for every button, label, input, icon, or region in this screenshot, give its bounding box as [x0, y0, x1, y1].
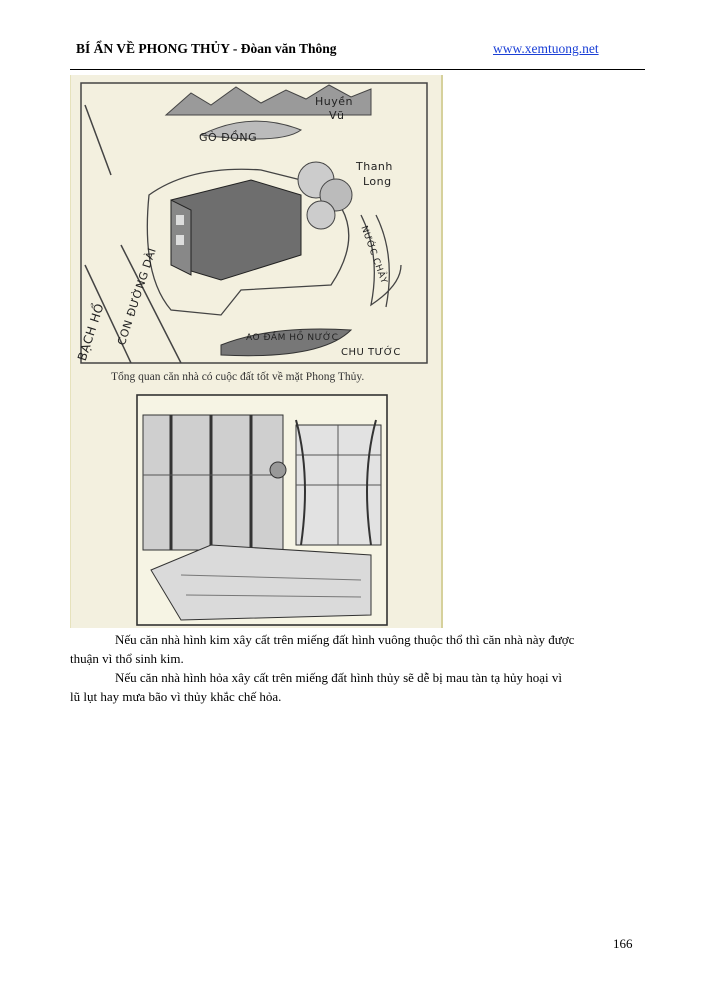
label-chu-tuoc: CHU TƯỚC	[341, 347, 401, 358]
header-rule	[70, 69, 645, 70]
header-title: BÍ ẨN VỀ PHONG THỦY - Đòan văn Thông	[76, 41, 337, 56]
page-number: 166	[613, 936, 633, 951]
label-long: Long	[363, 175, 392, 188]
label-bach-ho: BẠCH HỔ	[74, 301, 107, 363]
label-thanh: Thanh	[356, 160, 393, 173]
label-huyen: Huyền	[315, 95, 353, 108]
paragraph-2-line-2: lũ lụt hay mưa bão vì thủy khắc chế hỏa.	[70, 689, 282, 704]
label-con-duong-dai: CON ĐƯỜNG DÀI	[115, 246, 159, 347]
label-nuoc-chay: NƯỚC CHẢY	[358, 224, 389, 286]
label-go-dong: GÒ ĐỒNG	[199, 131, 258, 144]
paragraph-1-line-1: Nếu căn nhà hình kim xây cất trên miếng đất hình vuông thuộc thổ thì căn nhà này được	[115, 632, 575, 647]
paragraph-2-line-1: Nếu căn nhà hình hỏa xây cất trên miếng đất hình thủy sẽ dễ bị mau tàn tạ hủy hoại vì	[115, 670, 562, 685]
label-vu: Vũ	[329, 109, 345, 122]
figure-caption: Tổng quan căn nhà có cuộc đất tốt về mặt Phong Thủy.	[111, 371, 365, 383]
scanned-illustration	[70, 75, 443, 628]
paragraph-1-line-2: thuận vì thổ sinh kim.	[70, 651, 184, 666]
label-ao-dam-ho-nuoc: AO ĐẦM HỒ NƯỚC	[246, 333, 339, 343]
header-link[interactable]: www.xemtuong.net	[493, 41, 599, 56]
